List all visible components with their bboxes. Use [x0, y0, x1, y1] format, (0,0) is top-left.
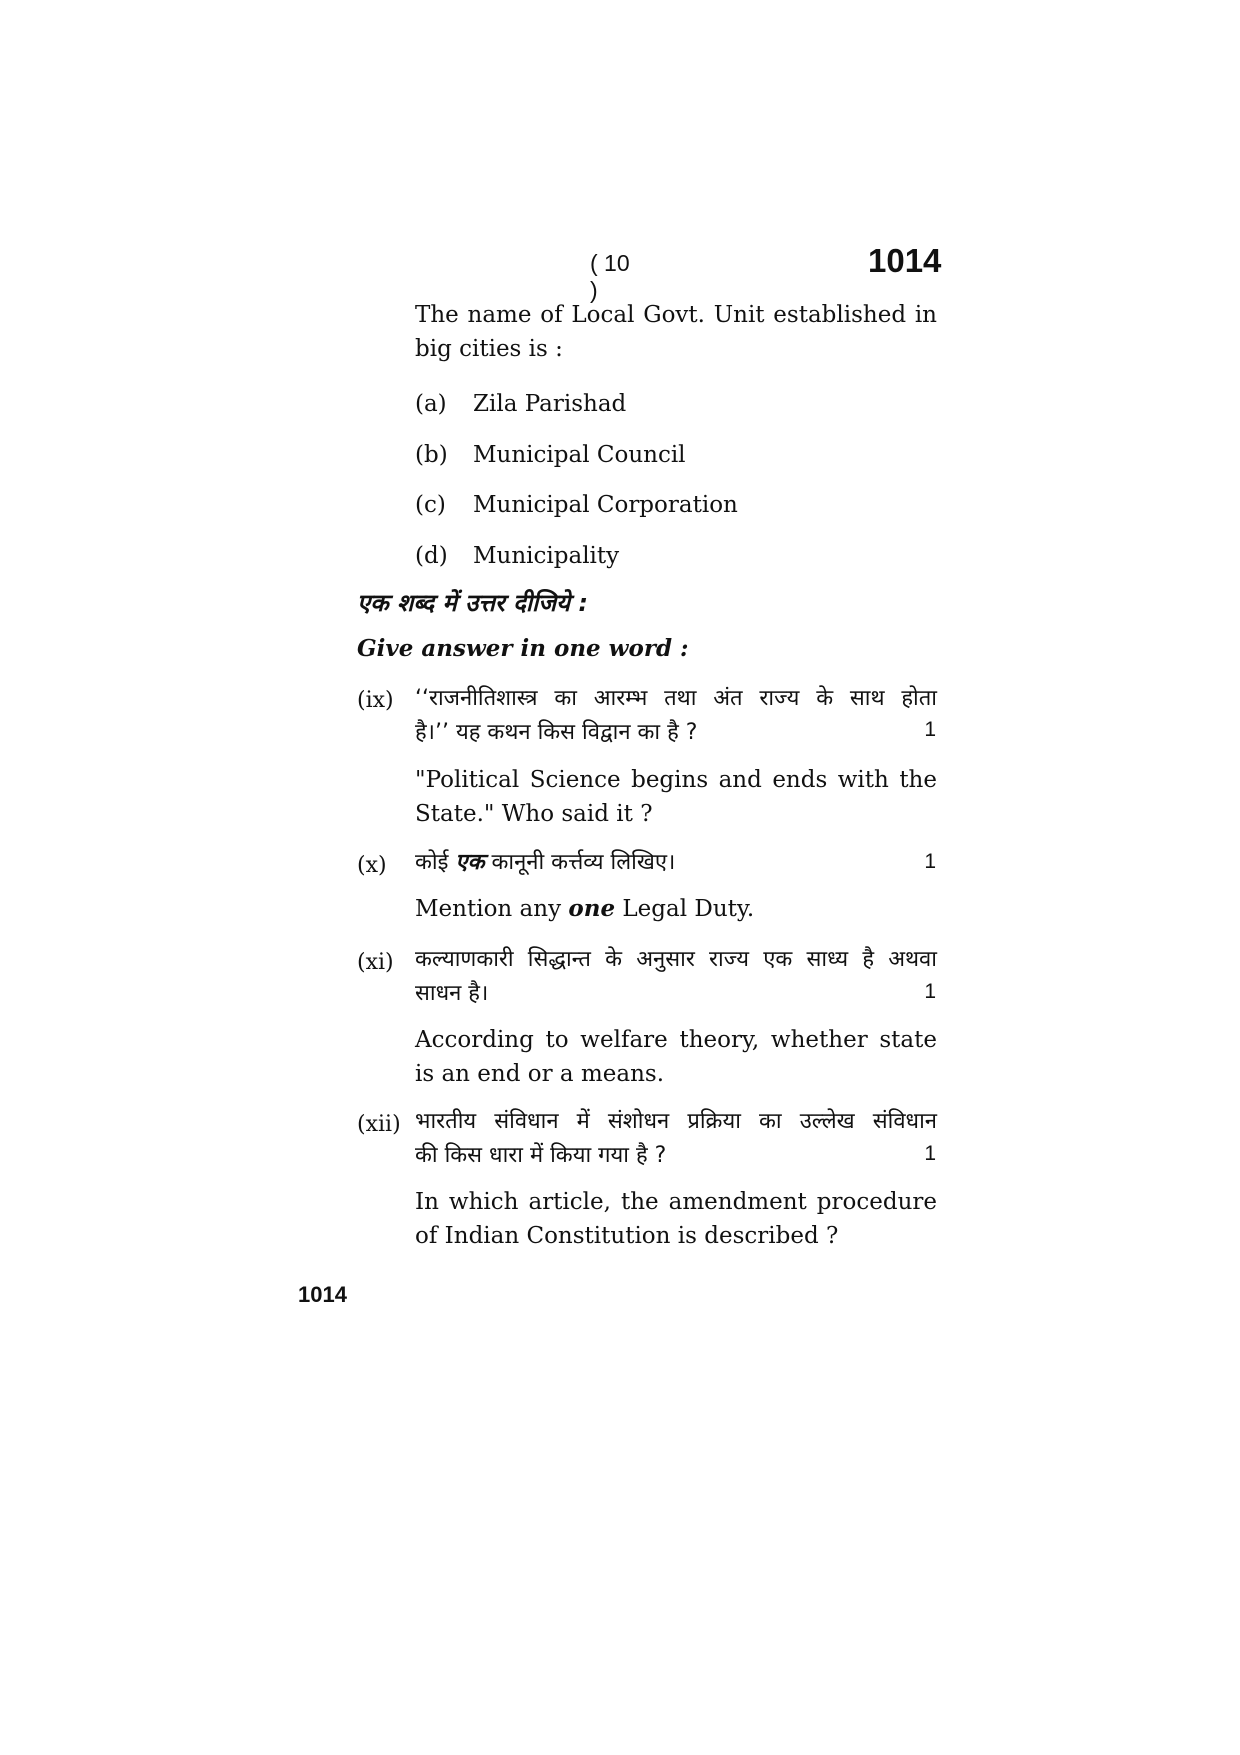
option-label: (c) [415, 492, 446, 518]
option-text: Municipal Corporation [473, 492, 738, 518]
question-x-english-emphasis: one [568, 895, 616, 922]
question-ix-english: "Political Science begins and ends with the State." Who said it ? [415, 767, 937, 827]
section-heading-english: Give answer in one word : [357, 635, 689, 662]
question-x-english [415, 892, 754, 926]
marks: 1 [924, 1142, 936, 1165]
question-x-hindi [415, 846, 675, 880]
question-number: (x) [357, 853, 387, 878]
page-number: ( 10 ) [590, 250, 630, 303]
marks: 1 [924, 850, 936, 873]
marks: 1 [924, 980, 936, 1003]
question-x-english-pre: Mention any [415, 896, 562, 922]
question-ix-hindi-line2: है।’’ यह कथन किस विद्वान का है ? [415, 720, 698, 745]
question-x-hindi-pre: कोई [415, 850, 449, 875]
question-number: (ix) [357, 688, 394, 713]
marks: 1 [924, 718, 936, 741]
option-d [415, 539, 935, 573]
question-viii-text: The name of Local Govt. Unit established in big cities is : [415, 302, 937, 362]
paper-code-header: 1014 [868, 242, 942, 279]
question-xii-hindi-line2: की किस धारा में किया गया है ? [415, 1143, 667, 1168]
paper-code-footer: 1014 [298, 1282, 347, 1307]
question-number: (xii) [357, 1112, 401, 1137]
section-heading-hindi: एक शब्द में उत्तर दीजिये : [357, 589, 588, 617]
option-label: (d) [415, 543, 448, 569]
question-x-hindi-emphasis: एक [455, 850, 485, 875]
option-label: (a) [415, 391, 447, 417]
option-c [415, 488, 935, 522]
question-xii-english: In which article, the amendment procedure of Indian Constitution is described ? [415, 1189, 937, 1249]
question-xi-english: According to welfare theory, whether state is an end or a means. [415, 1027, 937, 1087]
question-xi-hindi-line1: कल्याणकारी सिद्धान्त के अनुसार राज्य एक साध्य है अथवा [415, 947, 937, 972]
option-text: Municipality [473, 543, 620, 569]
question-x-hindi-post: कानूनी कर्त्तव्य लिखिए। [491, 850, 676, 875]
option-a [415, 387, 935, 421]
question-xi-hindi-line2: साधन है। [415, 981, 489, 1006]
option-b [415, 438, 935, 472]
question-ix-hindi-line1: ‘‘राजनीतिशास्त्र का आरम्भ तथा अंत राज्य के साथ होता [415, 686, 937, 711]
option-text: Zila Parishad [473, 391, 627, 417]
question-xii-hindi-line1: भारतीय संविधान में संशोधन प्रक्रिया का उल्लेख संविधान [415, 1109, 937, 1134]
option-text: Municipal Council [473, 442, 686, 468]
question-x-english-post: Legal Duty. [622, 896, 755, 922]
option-label: (b) [415, 442, 448, 468]
question-number: (xi) [357, 950, 394, 975]
